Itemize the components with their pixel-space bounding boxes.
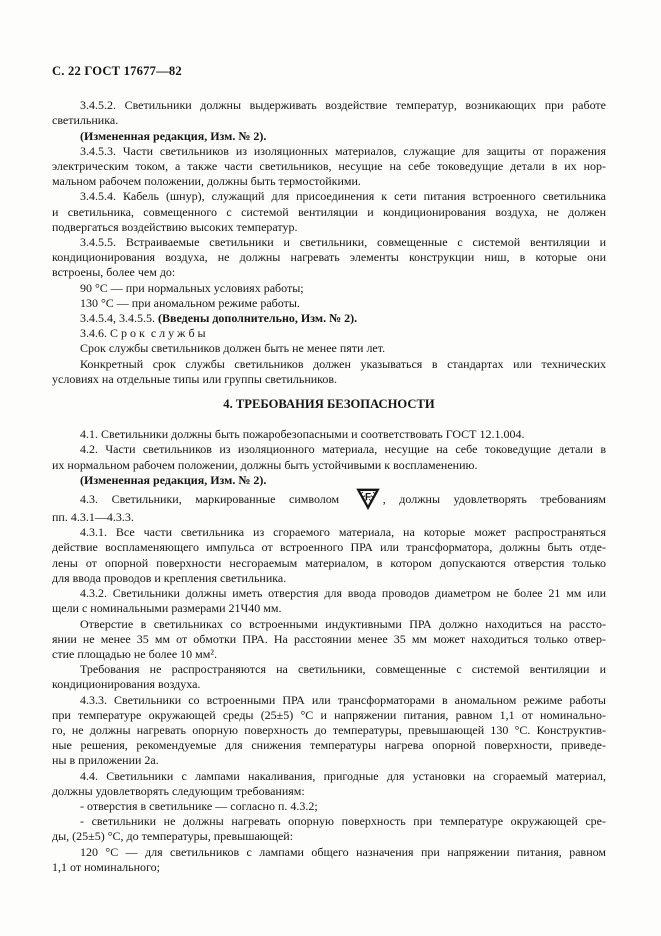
text-line: 3.4.5.5. Встраиваемые светильники и светильники, совмещенные с системой вентиляции и bbox=[80, 235, 606, 250]
text-line: 120 °С — для светильников с лампами общего назначения при напряжении питания, равном bbox=[80, 844, 606, 859]
text-line: щели с номинальными размерами 21Ч40 мм. bbox=[52, 601, 282, 616]
paragraph bbox=[52, 357, 606, 387]
f-mark-icon bbox=[356, 488, 380, 510]
text-line: Конкретный срок службы светильников должен указываться в стандартах или технических bbox=[80, 356, 606, 371]
paragraph bbox=[52, 235, 606, 281]
text-line: янии не менее 35 мм от обмотки ПРА. На расстоянии менее 35 мм может находиться только отвер- bbox=[52, 631, 606, 646]
text-line: 3.4.5.2. Светильники должны выдерживать воздействие температур, возникающих при работе bbox=[80, 98, 606, 113]
text-line: (Измененная редакция, Изм. № 2). bbox=[80, 472, 267, 487]
paragraph bbox=[52, 341, 606, 356]
text-line: 90 °С — при нормальных условиях работы; bbox=[80, 280, 304, 295]
paragraph bbox=[52, 525, 606, 586]
paragraph bbox=[52, 473, 606, 488]
text-line: - отверстия в светильнике — согласно п. 4.3.2; bbox=[80, 798, 318, 813]
paragraph bbox=[52, 814, 606, 844]
text-run: , должны удовлетворять требованиям bbox=[382, 492, 606, 507]
paragraph bbox=[52, 617, 606, 663]
text-line: 3.4.5.3. Части светильников из изоляционных материалов, служащие для защиты от поражения bbox=[80, 143, 606, 158]
text-line: для ввода проводов и крепления светильника. bbox=[52, 570, 287, 585]
text-line: Отверстие в светильниках со встроенными индуктивными ПРА должно находиться на рассто- bbox=[80, 616, 606, 631]
text-line: 4.3.2. Светильники должны иметь отверстия для ввода проводов диаметром не более 21 мм или bbox=[80, 586, 606, 601]
text-line: должны удовлетворять следующим требованиям: bbox=[52, 783, 305, 798]
text-line: электрическим током, а также части светильников, несущие на себе токоведущие детали в их нор- bbox=[52, 159, 606, 174]
text-line: их нормальном рабочем положении, должны быть устойчивыми к воспламенению. bbox=[52, 457, 478, 472]
text-line: условиях на отдельные типы или группы светильников. bbox=[52, 371, 338, 386]
text-line: подвергаться воздействию высоких температур. bbox=[52, 219, 298, 234]
text-line: встроены, более чем до: bbox=[52, 265, 176, 280]
f-mark-letter: F bbox=[364, 492, 371, 504]
text-line: 3.4.5.4. Кабель (шнур), служащий для присоединения к сети питания встроенного светильника bbox=[80, 189, 606, 204]
text-line bbox=[52, 311, 606, 326]
text-line: и светильника, совмещенного с системой вентиляции и кондиционирования воздуха, не должен bbox=[52, 204, 606, 219]
text-line: ды, (25±5) °С, до температуры, превышающей: bbox=[52, 829, 294, 844]
text-line: 4.2. Части светильников из изоляционного материала, несущие на себе токоведущие детали в bbox=[80, 442, 606, 457]
text-run: 4.3. Светильники, маркированные символом bbox=[80, 492, 353, 507]
text-line: кондиционирования воздуха, не должны нагревать элементы конструкции ниш, в которые они bbox=[52, 250, 606, 265]
paragraph bbox=[52, 488, 606, 525]
text-line: 130 °С — при аномальном режиме работы. bbox=[80, 295, 300, 310]
text-line: 1,1 от номинального; bbox=[52, 859, 160, 874]
paragraph bbox=[52, 296, 606, 311]
text-run: 3.4.5.4, 3.4.5.5. bbox=[80, 311, 158, 326]
text-line: светильника. bbox=[52, 113, 119, 128]
text-line: 4.3.3. Светильники со встроенными ПРА или трансформаторами в аномальном режиме работы bbox=[80, 692, 606, 707]
text-line: 4.3.1. Все части светильника из сгораемого материала, на которые может распространяться bbox=[80, 525, 606, 540]
paragraph bbox=[52, 442, 606, 472]
text-line: (Измененная редакция, Изм. № 2). bbox=[80, 128, 267, 143]
text-line: 4. ТРЕБОВАНИЯ БЕЗОПАСНОСТИ bbox=[223, 397, 435, 412]
text-line bbox=[52, 488, 606, 510]
paragraph bbox=[52, 799, 606, 814]
text-line: лены от опорной поверхности несгораемым материалом, в котором допускаются отверстия только bbox=[52, 555, 606, 570]
text-line: 4.1. Светильники должны быть пожаробезопасными и соответствовать ГОСТ 12.1.004. bbox=[80, 427, 525, 442]
paragraph bbox=[52, 427, 606, 442]
paragraph bbox=[52, 326, 606, 341]
section-heading bbox=[52, 397, 606, 412]
paragraph bbox=[52, 189, 606, 235]
page-header: С. 22 ГОСТ 17677—82 bbox=[52, 64, 182, 78]
text-line: Срок службы светильников должен быть не менее пяти лет. bbox=[80, 341, 386, 356]
paragraph bbox=[52, 129, 606, 144]
text-line bbox=[52, 510, 606, 525]
text-run: пп. 4.3.1—4.3.3. bbox=[52, 510, 134, 525]
text-line: при температуре окружающей среды (25±5) °С и напряжении питания, равном 1,1 от номинально- bbox=[52, 707, 606, 722]
text-line: кондиционирования воздуха. bbox=[52, 677, 201, 692]
paragraph bbox=[52, 144, 606, 190]
text-line: 4.4. Светильники с лампами накаливания, пригодные для установки на сгораемый материал, bbox=[80, 768, 606, 783]
paragraph bbox=[52, 281, 606, 296]
paragraph bbox=[52, 769, 606, 799]
text-line: ные решения, рекомендуемые для снижения температуры нагрева опорной поверхности, приведе- bbox=[52, 738, 606, 753]
paragraph bbox=[52, 98, 606, 128]
text-line: 3.4.6. С р о к с л у ж б ы bbox=[80, 326, 206, 341]
document-body bbox=[52, 98, 606, 875]
paragraph bbox=[52, 845, 606, 875]
text-line: Требования не распространяются на светильники, совмещенные с системой вентиляции и bbox=[80, 662, 606, 677]
text-line: ны в приложении 2а. bbox=[52, 753, 159, 768]
paragraph bbox=[52, 586, 606, 616]
bold-text-run: (Введены дополнительно, Изм. № 2). bbox=[158, 311, 358, 326]
text-line: действие воспламеняющего импульса от встроенного ПРА или трансформатора, должны быть отде- bbox=[52, 540, 606, 555]
text-line: мальном рабочем положении, должны быть термостойкими. bbox=[52, 174, 361, 189]
paragraph bbox=[52, 662, 606, 692]
text-line: го, не должны нагревать опорную поверхность до температуры, превышающей 130 °С. Конструктив- bbox=[52, 722, 606, 737]
paragraph bbox=[52, 311, 606, 326]
text-line: - светильники не должны нагревать опорную поверхность при температуре окружающей сре- bbox=[80, 814, 606, 829]
paragraph bbox=[52, 693, 606, 769]
text-line: стие площадью не более 10 мм². bbox=[52, 646, 217, 661]
